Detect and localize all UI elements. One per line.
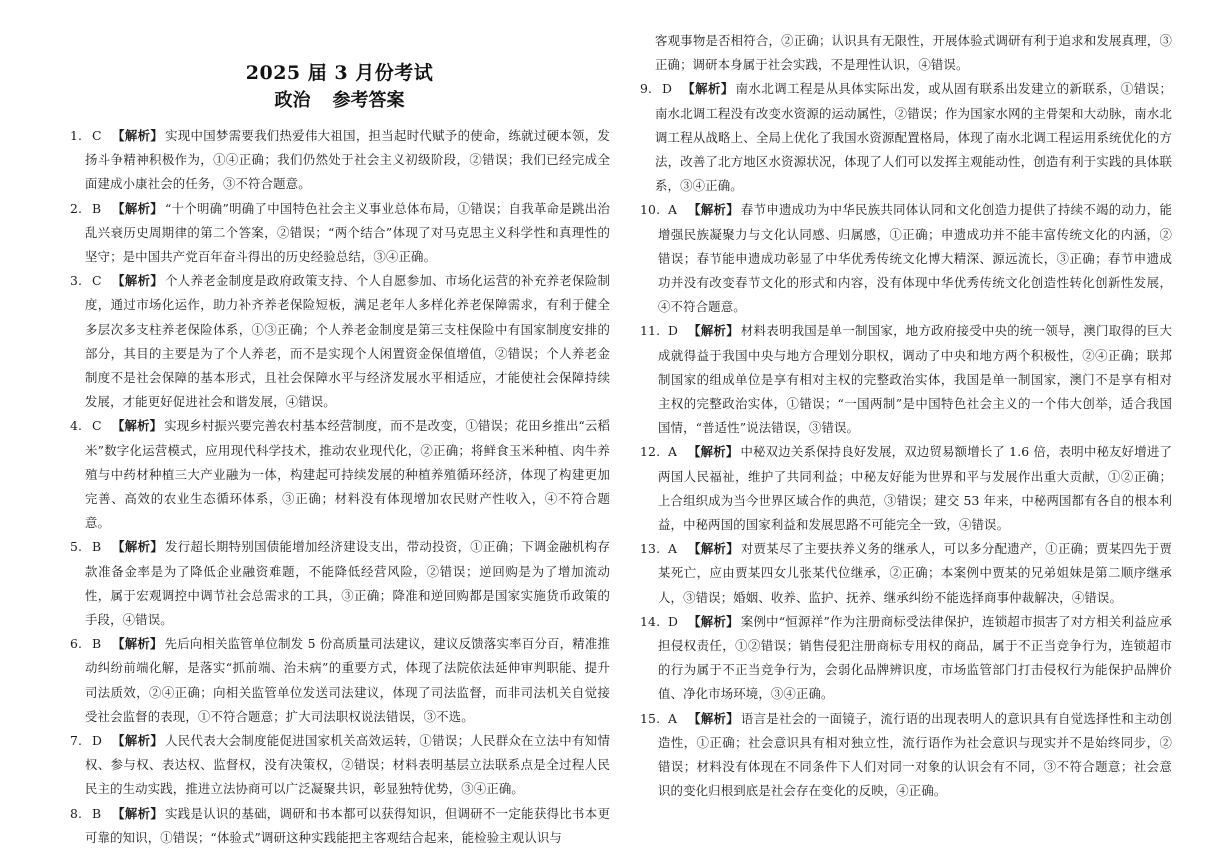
title-block [72,60,607,114]
answer-choice: A [668,202,678,218]
analysis-text: 人民代表大会制度能促进国家机关高效运转，①错误；人民群众在立法中有知情权、参与权、表达权、监督权，没有决策权，②错误；材料表明基层立法联系点是全过程人民民主的生动实践，推进立法协商可以广泛凝聚共识，彰显独特优势，③④正确。 [85,733,611,797]
question-number: 7. [70,733,83,749]
question-number: 6. [70,636,83,652]
answer-choice: D [668,323,679,339]
analysis-text: 实现中国梦需要我们热爱伟大祖国，担当起时代赋予的使命，练就过硬本领，发扬斗争精神积极作为，①④正确；我们仍然处于社会主义初级阶段，②错误；我们已经完成全面建成小康社会的任务，③不符合题意。 [85,128,611,192]
question-number: 12. [640,444,661,460]
analysis-text: 中秘双边关系保持良好发展，双边贸易额增长了 1.6 倍，表明中秘友好增进了两国人民福祉，维护了共同利益；中秘友好能为世界和平与发展作出重大贡献，①②正确；上合组织成为当今世界区域合作的典范，③错误；建交 53 年来，中秘两国都有各自的根本利益，中秘两国的国家利益和发展思路不可能完全一致，④错误。 [658,444,1172,533]
analysis-tag: 【解析】 [688,323,739,339]
answer-item-5 [70,535,610,632]
analysis-tag: 【解析】 [112,418,163,434]
answer-key-label: 参考答案 [332,90,405,111]
answer-choice: B [92,539,102,555]
analysis-text: 先后向相关监管单位制发 5 份高质量司法建议，建议反馈落实率百分百，精准推动纠纷前端化解，是落实“抓前端、治未病”的重要方式，体现了法院依法延伸审判职能、提升司法质效，②④正确；向相关监管单位发送司法建议，体现了司法监督，而非司法机关自觉接受社会监督的表现，①不符合题意；扩大司法职权说法错误，③不选。 [85,636,610,724]
question-number: 5. [70,539,83,555]
answer-choice: D [92,733,103,749]
analysis-text: 春节申遗成功为中华民族共同体认同和文化创造力提供了持续不竭的动力，能增强民族凝聚力与文化认同感、归属感，①正确；申遗成功并不能丰富传统文化的内涵，②错误；春节能申遗成功彰显了中华优秀传统文化博大精深、源远流长，③正确；春节申遗成功并没有改变春节文化的形式和内容，没有体现中华优秀传统文化创造性转化创新性发展，④不符合题意。 [658,202,1172,315]
answer-item-3 [70,269,610,414]
analysis-text: 发行超长期特别国债能增加经济建设支出，带动投资，①正确；下调金融机构存款准备金率是为了降低企业融资难题，不能降低经营风险，②错误；逆回购是为了增加流动性，属于宏观调控中调节社会总需求的工具，③正确；降准和逆回购都是国家实施货币政策的手段，④错误。 [85,539,611,628]
answer-item-9 [640,77,1172,198]
answer-choice: A [668,710,678,726]
analysis-text: 实践是认识的基础，调研和书本都可以获得知识，但调研不一定能获得比书本更可靠的知识，①错误；“体验式”调研这种实践能把主客观结合起来，能检验主观认识与 [85,805,611,845]
right-column [640,29,1172,804]
analysis-tag: 【解析】 [688,541,739,557]
answer-item-2 [70,197,610,270]
analysis-tag: 【解析】 [688,613,739,629]
analysis-text: 实现乡村振兴要完善农村基本经营制度，而不是改变，①错误；花田乡推出“云稻米”数字化运营模式，应用现代科学技术，推动农业现代化，②正确；将鲜食玉米种植、肉牛养殖与中药材种植三大产业融为一体，构建起可持续发展的种植养殖循环经济，体现了构建更加完善、高效的农业生态循环体系，③正确；材料没有体现增加农民财产性收入，④不符合题意。 [85,418,610,531]
answer-item-6 [70,632,610,729]
answer-choice: D [662,81,673,97]
analysis-tag: 【解析】 [112,273,164,289]
question-number: 4. [70,418,83,434]
answer-choice: B [92,636,102,652]
analysis-tag: 【解析】 [688,202,739,218]
answer-item-11 [640,319,1172,440]
question-number: 15. [640,710,661,726]
analysis-tag: 【解析】 [112,539,164,555]
question-number: 2. [70,200,83,216]
answer-choice: C [92,128,102,143]
analysis-text: 对贾某尽了主要扶养义务的继承人，可以多分配遗产，①正确；贾某四先于贾某死亡，应由贾某四女儿张某代位继承，②正确；本案例中贾某的兄弟姐妹是第二顺序继承人，③错误；婚姻、收养、监护、抚养、继承纠纷不能选择商事仲裁解决，④错误。 [658,541,1172,605]
left-column [70,124,610,850]
question-number: 8. [70,805,83,821]
question-number: 14. [640,613,661,629]
analysis-text: 南水北调工程是从具体实际出发，或从固有联系出发建立的新联系，①错误；南水北调工程没有改变水资源的运动属性，②错误；作为国家水网的主骨架和大动脉，南水北调工程从战略上、全局上优化了我国水资源配置格局，体现了南水北调工程运用系统优化的方法，改善了北方地区水资源状况，体现了人们可以发挥主观能动性，创造有利于实践的具体联系，③④正确。 [655,81,1172,194]
analysis-text: 材料表明我国是单一制国家，地方政府接受中央的统一领导，澳门取得的巨大成就得益于我国中央与地方合理划分职权，调动了中央和地方两个积极性，②④正确；联邦制国家的组成单位是享有相对主权的完整政治实体，我国是单一制国家，澳门不是享有相对主权的完整政治实体，①错误；“一国两制”是中国特色社会主义的一个伟大创举，适合我国国情，“普适性”说法错误，③错误。 [658,323,1172,436]
exam-subtitle [72,88,607,114]
answer-item-8-continued: 客观事物是否相符合，②正确；认识具有无限性，开展体验式调研有利于追求和发展真理，③正确；调研本身属于社会实践，不是理性认识，④错误。 [655,33,1172,73]
analysis-tag: 【解析】 [112,733,164,749]
question-number: 3. [70,273,83,289]
question-number: 9. [640,81,653,97]
analysis-text: 语言是社会的一面镜子，流行语的出现表明人的意识具有自觉选择性和主动创造性，①正确；社会意识具有相对独立性，流行语作为社会意识与现实并不是始终同步，②错误；材料没有体现在不同条件下人们对同一对象的认识会有不同，③不符合题意；社会意识的变化归根到底是社会存在变化的反映，④正确。 [658,710,1172,799]
question-number: 11. [640,323,661,339]
answer-item-15 [640,707,1172,804]
analysis-text: 案例中“恒源祥”作为注册商标受法律保护，连锁超市损害了对方相关利益应承担侵权责任，①②错误；销售侵犯注册商标专用权的商品，属于不正当竞争行为，连锁超市的行为属于不正当竞争行为，会弱化品牌辨识度，市场监管部门打击侵权行为能保护品牌价值、净化市场环境，③④正确。 [658,613,1172,702]
subject-label: 政治 [274,90,311,111]
answer-choice: D [668,613,679,629]
answer-choice: C [92,273,102,289]
question-number: 10. [640,202,661,218]
question-number: 13. [640,541,661,557]
analysis-text: 个人养老金制度是政府政策支持、个人自愿参加、市场化运营的补充养老保险制度，通过市场化运作，助力补齐养老保险短板，满足老年人多样化养老保障需求，有利于健全多层次多支柱养老保险体系，①③正确；个人养老金制度是第三支柱保险中有国家制度安排的部分，其目的主要是为了个人养老，而不是实现个人闲置资金保值增值，②错误；个人养老金制度不是社会保障的基本形式，且社会保障水平与经济发展水平相适应，才能使社会保障持续发展，才能更好促进社会和谐发展，④错误。 [85,273,611,410]
answer-choice: A [668,444,678,460]
analysis-tag: 【解析】 [112,636,163,652]
answer-item-1 [70,124,610,197]
answer-item-8 [70,802,610,850]
analysis-text: “十个明确”明确了中国特色社会主义事业总体布局，①错误；自我革命是跳出治乱兴衰历史周期律的第二个答案，②错误；“两个结合”体现了对马克思主义科学性和真理性的坚守；是中国共产党百年奋斗得出的历史经验总结，③④正确。 [85,200,610,265]
answer-choice: B [92,200,102,216]
analysis-tag: 【解析】 [688,444,739,460]
question-number: 1. [70,128,83,143]
analysis-tag: 【解析】 [112,128,164,143]
answer-item-4 [70,414,610,535]
answer-item-10 [640,198,1172,319]
exam-title: 2025 届 3 月份考试 [245,62,434,84]
analysis-tag: 【解析】 [112,805,164,821]
analysis-tag: 【解析】 [682,81,734,97]
answer-item-14 [640,610,1172,707]
analysis-tag: 【解析】 [688,710,739,726]
answer-item-12 [640,440,1172,537]
answer-choice: B [92,805,102,821]
answer-choice: A [668,541,678,557]
answer-item-13 [640,537,1172,610]
answer-item-7 [70,729,610,802]
answer-choice: C [92,418,102,434]
analysis-tag: 【解析】 [112,200,163,216]
